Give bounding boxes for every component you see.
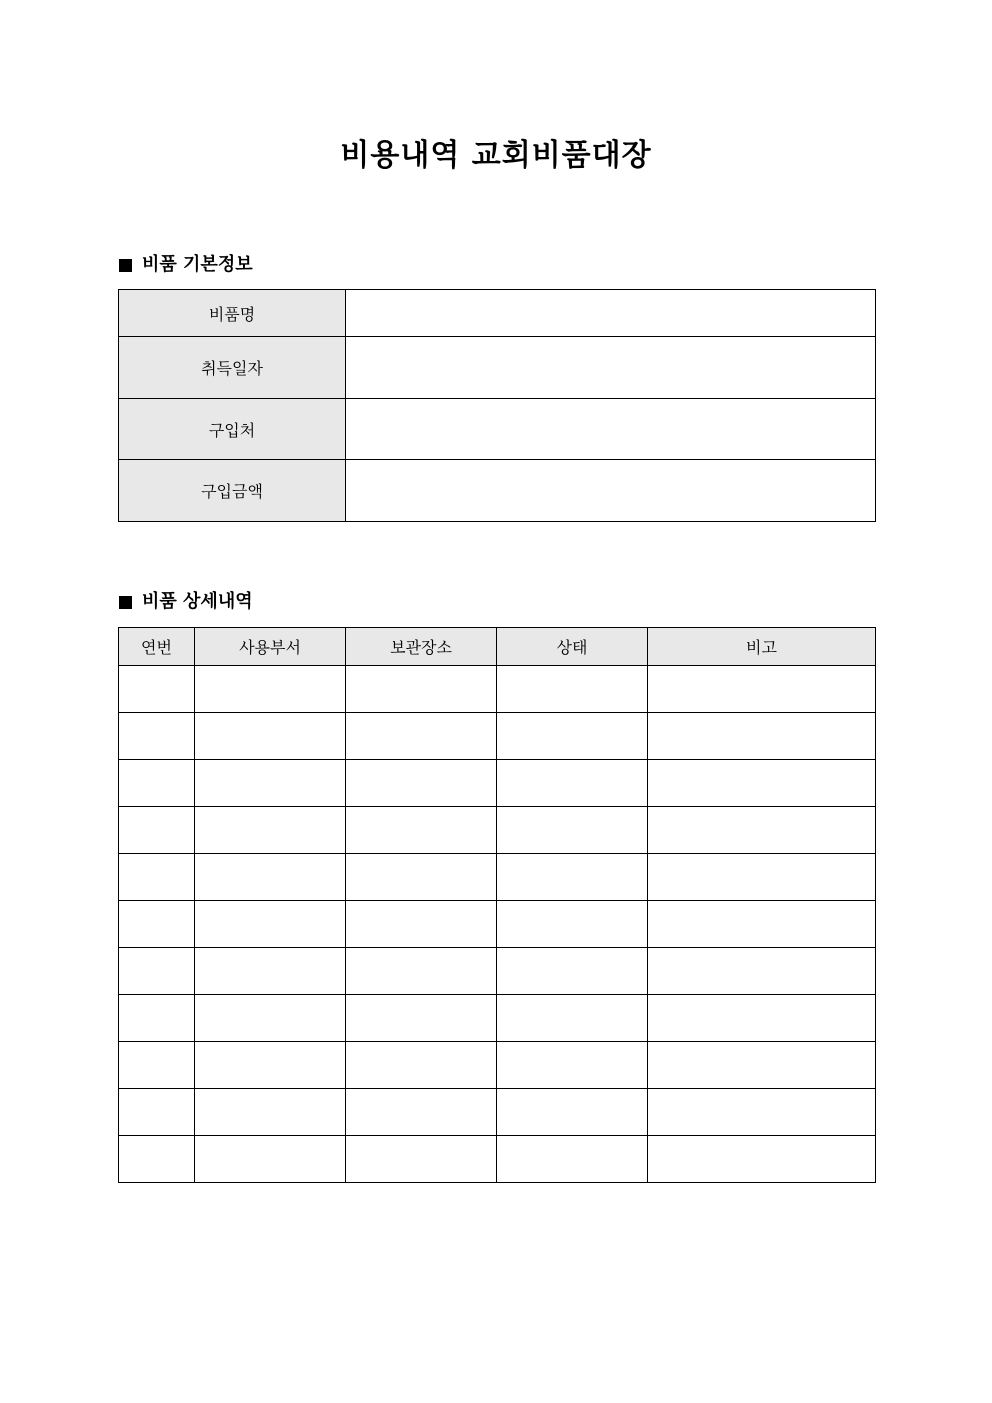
department-cell[interactable] (195, 901, 346, 948)
basic-info-table (118, 289, 876, 522)
remarks-cell[interactable] (648, 995, 876, 1042)
info-value-field[interactable] (346, 460, 876, 522)
table-row (119, 760, 876, 807)
details-body (119, 666, 876, 1183)
department-cell[interactable] (195, 854, 346, 901)
status-cell[interactable] (497, 1089, 648, 1136)
status-cell[interactable] (497, 807, 648, 854)
status-cell[interactable] (497, 948, 648, 995)
info-label: 비품명 (119, 290, 346, 337)
storage-location-cell[interactable] (346, 760, 497, 807)
serial-cell[interactable] (119, 713, 195, 760)
table-row (119, 901, 876, 948)
table-row (119, 1136, 876, 1183)
department-cell[interactable] (195, 760, 346, 807)
basic-info-heading (119, 253, 253, 277)
column-header-storage-location: 보관장소 (346, 628, 497, 666)
square-bullet-icon (119, 596, 132, 609)
serial-cell[interactable] (119, 854, 195, 901)
remarks-cell[interactable] (648, 1089, 876, 1136)
remarks-cell[interactable] (648, 760, 876, 807)
remarks-cell[interactable] (648, 1042, 876, 1089)
department-cell[interactable] (195, 713, 346, 760)
remarks-cell[interactable] (648, 1136, 876, 1183)
storage-location-cell[interactable] (346, 666, 497, 713)
serial-cell[interactable] (119, 948, 195, 995)
status-cell[interactable] (497, 1042, 648, 1089)
department-cell[interactable] (195, 948, 346, 995)
storage-location-cell[interactable] (346, 713, 497, 760)
storage-location-cell[interactable] (346, 1089, 497, 1136)
column-header-status: 상태 (497, 628, 648, 666)
info-value-field[interactable] (346, 290, 876, 337)
remarks-cell[interactable] (648, 901, 876, 948)
info-value-field[interactable] (346, 337, 876, 399)
remarks-cell[interactable] (648, 948, 876, 995)
details-heading-text: 비품 상세내역 (142, 591, 253, 612)
table-row (119, 713, 876, 760)
storage-location-cell[interactable] (346, 995, 497, 1042)
status-cell[interactable] (497, 666, 648, 713)
status-cell[interactable] (497, 713, 648, 760)
status-cell[interactable] (497, 995, 648, 1042)
table-row (119, 854, 876, 901)
status-cell[interactable] (497, 760, 648, 807)
storage-location-cell[interactable] (346, 1042, 497, 1089)
department-cell[interactable] (195, 995, 346, 1042)
info-row-vendor (119, 399, 876, 460)
storage-location-cell[interactable] (346, 807, 497, 854)
page-title: 비용내역 교회비품대장 (340, 138, 652, 173)
storage-location-cell[interactable] (346, 854, 497, 901)
serial-cell[interactable] (119, 1089, 195, 1136)
remarks-cell[interactable] (648, 713, 876, 760)
table-row (119, 1089, 876, 1136)
serial-cell[interactable] (119, 807, 195, 854)
status-cell[interactable] (497, 854, 648, 901)
department-cell[interactable] (195, 1042, 346, 1089)
info-label: 구입처 (119, 399, 346, 460)
basic-info-heading-text: 비품 기본정보 (142, 254, 253, 275)
department-cell[interactable] (195, 807, 346, 854)
info-value-field[interactable] (346, 399, 876, 460)
info-row-item-name (119, 290, 876, 337)
table-row (119, 995, 876, 1042)
serial-cell[interactable] (119, 995, 195, 1042)
storage-location-cell[interactable] (346, 948, 497, 995)
column-header-serial: 연번 (119, 628, 195, 666)
remarks-cell[interactable] (648, 854, 876, 901)
serial-cell[interactable] (119, 1136, 195, 1183)
serial-cell[interactable] (119, 901, 195, 948)
serial-cell[interactable] (119, 666, 195, 713)
info-label: 구입금액 (119, 460, 346, 522)
storage-location-cell[interactable] (346, 1136, 497, 1183)
status-cell[interactable] (497, 901, 648, 948)
info-label: 취득일자 (119, 337, 346, 399)
column-header-department: 사용부서 (195, 628, 346, 666)
details-heading (119, 590, 253, 614)
info-row-purchase-amount (119, 460, 876, 522)
square-bullet-icon (119, 259, 132, 272)
department-cell[interactable] (195, 1089, 346, 1136)
details-table (118, 627, 876, 1183)
info-row-acquisition-date (119, 337, 876, 399)
status-cell[interactable] (497, 1136, 648, 1183)
serial-cell[interactable] (119, 760, 195, 807)
department-cell[interactable] (195, 666, 346, 713)
storage-location-cell[interactable] (346, 901, 497, 948)
serial-cell[interactable] (119, 1042, 195, 1089)
column-header-remarks: 비고 (648, 628, 876, 666)
department-cell[interactable] (195, 1136, 346, 1183)
details-header-row (119, 628, 876, 666)
table-row (119, 948, 876, 995)
remarks-cell[interactable] (648, 666, 876, 713)
table-row (119, 807, 876, 854)
table-row (119, 666, 876, 713)
remarks-cell[interactable] (648, 807, 876, 854)
table-row (119, 1042, 876, 1089)
